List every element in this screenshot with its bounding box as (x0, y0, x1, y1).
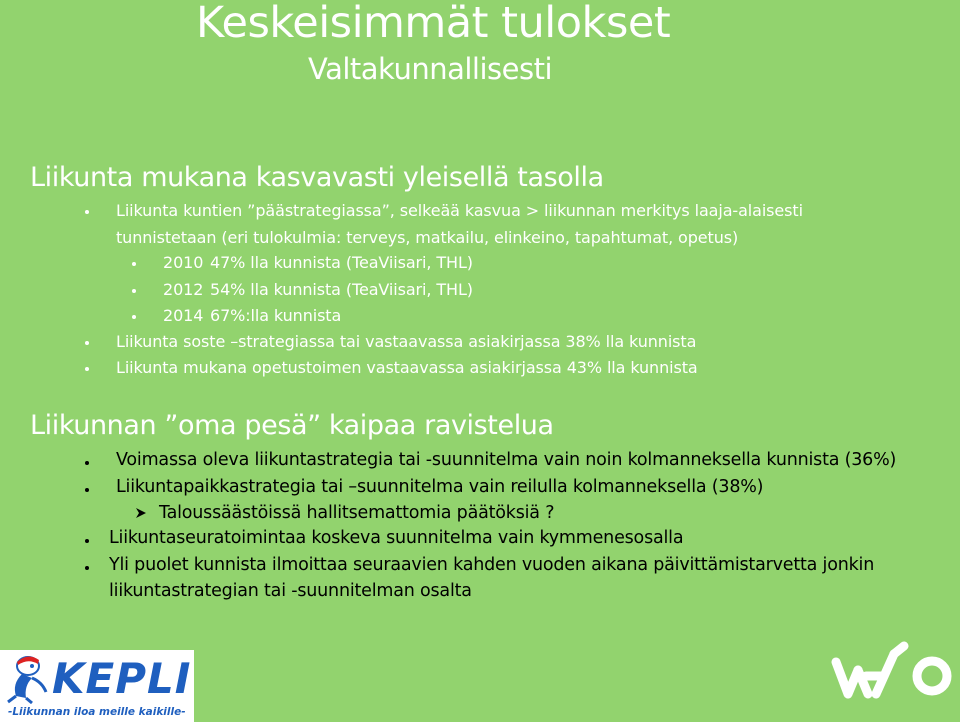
section1-sub-item (163, 253, 473, 272)
sub-item-text: 54% lla kunnista (TeaViisari, THL) (210, 280, 473, 299)
section1-sub-item (163, 280, 473, 299)
bullet-dot (85, 367, 89, 371)
year-label: 2012 (163, 280, 204, 299)
bullet-dot (85, 488, 89, 492)
bullet-dot (132, 315, 136, 319)
kepli-slogan: -Liikunnan iloa meille kaikille- (8, 706, 186, 718)
section1-bullet2: Liikunta soste –strategiassa tai vastaavassa asiakirjassa 38% lla kunnista (116, 332, 697, 351)
section1-bullet1-line1: Liikunta kuntien ”päästrategiassa”, selkeää kasvua > liikunnan merkitys laaja-alaisesti (116, 201, 803, 220)
bullet-dot (85, 461, 89, 465)
bullet-dot (85, 341, 89, 345)
section2-bullet4-line2: liikuntastrategian tai -suunnitelman osalta (109, 581, 472, 601)
section2-bullet4-line1: Yli puolet kunnista ilmoittaa seuraavien kahden vuoden aikana päivittämistarvetta jonkin (109, 555, 875, 575)
section1-sub-item (163, 306, 341, 325)
sub-item-text: 67%:lla kunnista (210, 306, 342, 325)
bullet-dot (85, 210, 89, 214)
kepli-wordmark: KEPLI (52, 654, 192, 703)
bullet-dot (132, 289, 136, 293)
section2-bullet3: Liikuntaseuratoimintaa koskeva suunnitelma vain kymmenesosalla (109, 528, 684, 548)
arrow-bullet-icon (134, 506, 148, 520)
section1-bullet1-line2: tunnistetaan (eri tulokulmia: terveys, matkailu, elinkeino, tapahtumat, opetus) (116, 228, 739, 247)
valo-logo (828, 640, 956, 704)
section2-bullet1: Voimassa oleva liikuntastrategia tai -suunnitelma vain noin kolmanneksella kunnista (36%) (116, 450, 897, 470)
slide-title: Keskeisimmät tulokset (196, 0, 671, 48)
sub-item-text: 47% lla kunnista (TeaViisari, THL) (210, 253, 473, 272)
section1-bullet3: Liikunta mukana opetustoimen vastaavassa asiakirjassa 43% lla kunnista (116, 358, 698, 377)
bullet-dot (85, 566, 89, 570)
bullet-dot (132, 262, 136, 266)
section2-arrow-item: Taloussäästöissä hallitsemattomia päätöksiä ? (159, 503, 555, 523)
slide-subtitle: Valtakunnallisesti (308, 52, 553, 86)
kepli-logo (0, 650, 194, 722)
section2-heading: Liikunnan ”oma pesä” kaipaa ravistelua (30, 410, 554, 441)
section2-bullet2: Liikuntapaikkastrategia tai –suunnitelma vain reilulla kolmanneksella (38%) (116, 477, 764, 497)
section1-heading: Liikunta mukana kasvavasti yleisellä tasolla (30, 162, 604, 193)
kepli-mascot-icon (2, 652, 52, 704)
year-label: 2010 (163, 253, 204, 272)
year-label: 2014 (163, 306, 204, 325)
bullet-dot (85, 539, 89, 543)
